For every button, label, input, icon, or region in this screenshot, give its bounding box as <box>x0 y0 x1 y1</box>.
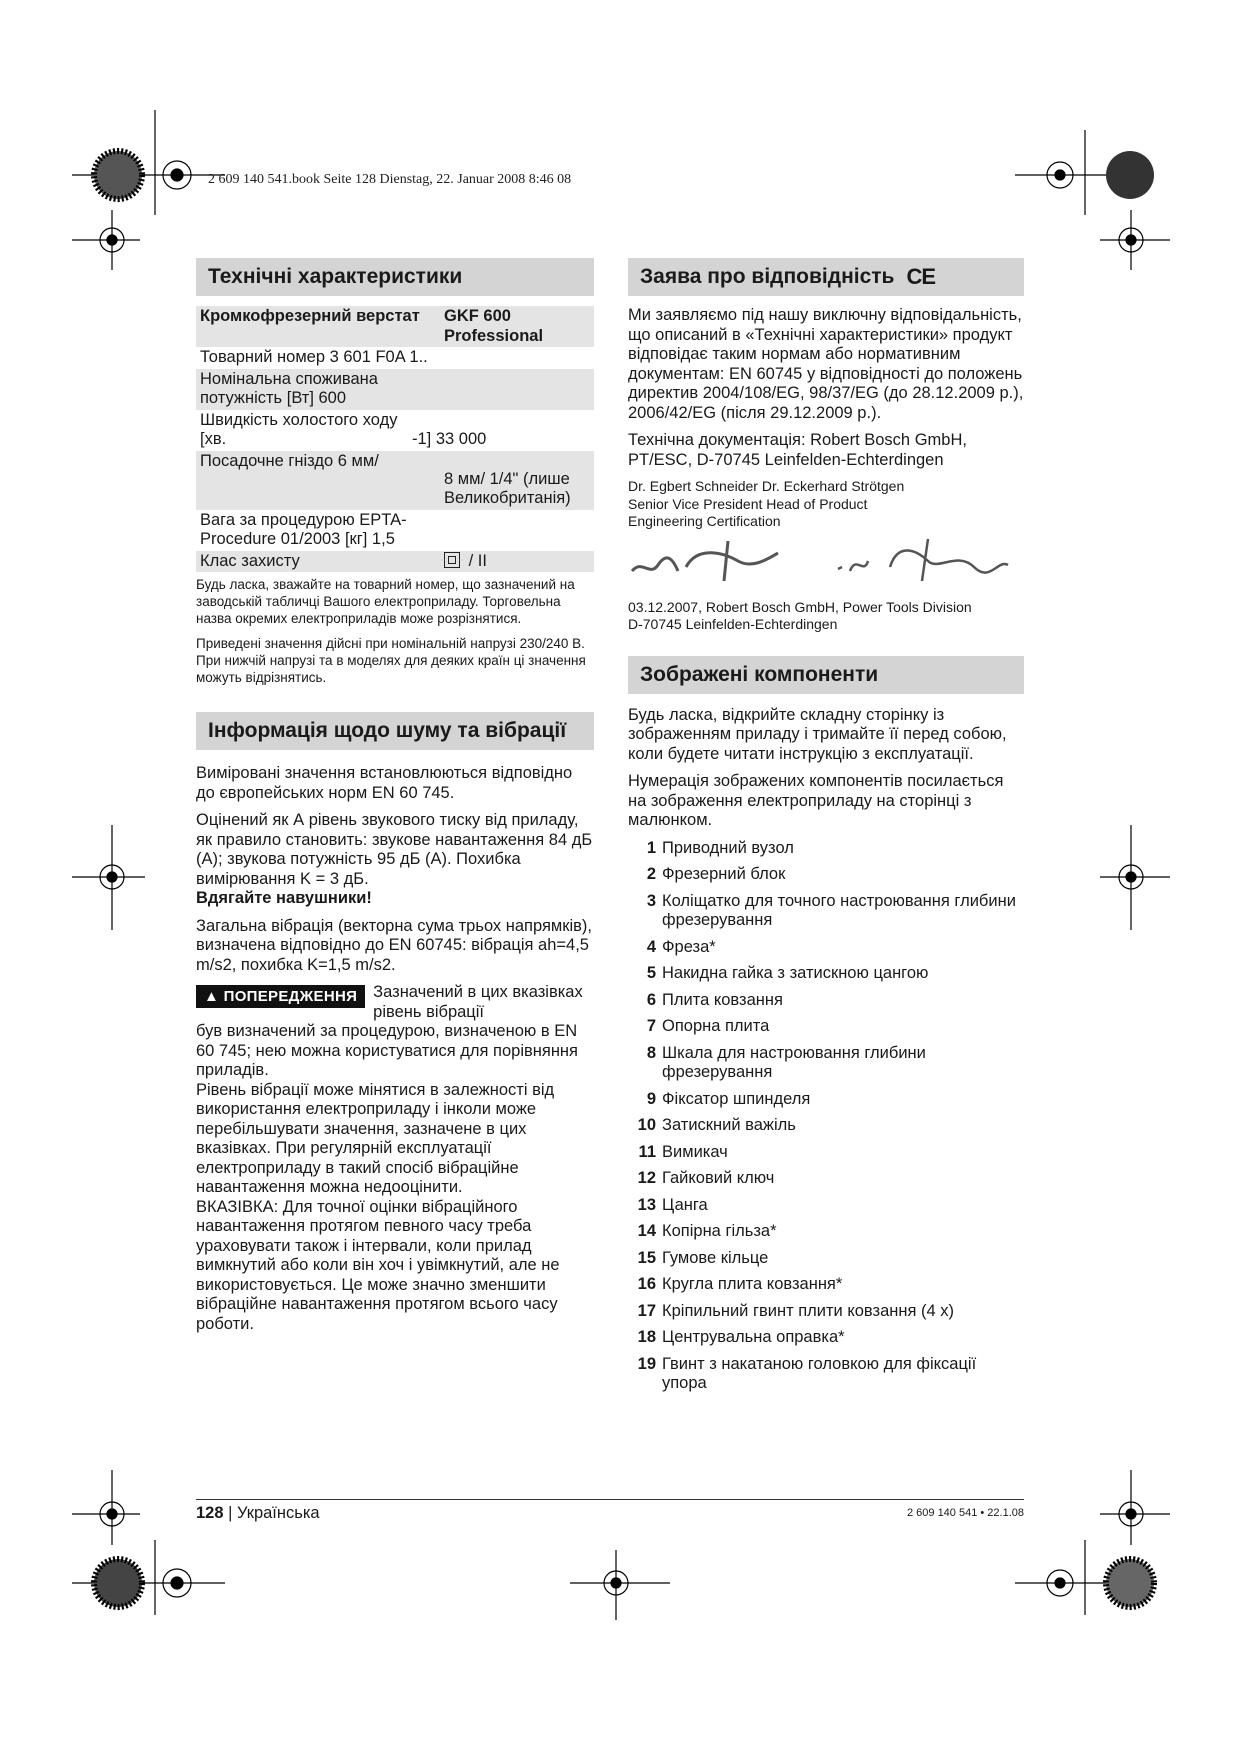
list-item <box>628 991 1024 1011</box>
item-number: 10 <box>637 1116 656 1134</box>
right-column <box>628 258 1024 1401</box>
item-label: Кругла плита ковзання* <box>662 1275 843 1293</box>
conformity-heading: Заява про відповідність CE <box>628 258 1024 296</box>
table-row: Клас захисту / II <box>196 551 594 573</box>
protection-class-icon <box>444 552 460 568</box>
item-label: Кріпильний гвинт плити ковзання (4 x) <box>662 1301 954 1320</box>
vibration-paragraph: Загальна вібрація (векторна сума трьох напрямків), визначена відповідно до EN 60745: вібрація ah=4,5 m/s2, похибка K=1,5 m/s2. <box>196 916 592 974</box>
item-label: Опорна плита <box>662 1017 770 1035</box>
item-number: 8 <box>646 1043 656 1062</box>
list-item <box>628 1249 1024 1269</box>
item-label: Фіксатор шпинделя <box>662 1089 811 1108</box>
item-number: 14 <box>637 1222 656 1240</box>
item-label: Приводний вузол <box>662 838 794 857</box>
item-number: 5 <box>646 964 656 982</box>
vibration-instruction: ВКАЗІВКА: Для точної оцінки вібраційного навантаження протягом певного часу треба ураховувати також і інтервали, коли прилад вимкнутий або коли він хоч і увімкнутий, але не використовується. Це може значно зменшити вібраційне навантаження протягом всього часу роботи. <box>196 1197 560 1333</box>
footer-language: Українська <box>237 1504 320 1522</box>
components-paragraph-2: Нумерація зображених компонентів посилається на зображення електроприладу на сторінці з малюнком. <box>628 772 1004 829</box>
table-row: Швидкість холостого ходу [хв. -1] 33 000 <box>200 410 487 448</box>
item-number: 11 <box>638 1142 656 1161</box>
list-item <box>628 1302 1024 1322</box>
tech-note-1: Будь ласка, зважайте на товарний номер, що зазначений на заводській табличці Вашого електроприладу. Торговельна назва окремих електроприладів може розрізнятися. <box>196 577 575 626</box>
item-number: 9 <box>646 1089 656 1108</box>
list-item <box>628 1044 1024 1083</box>
tech-specs-heading: Технічні характеристики <box>196 258 594 296</box>
item-label: Гвинт з накатаною головкою для фіксації упора <box>662 1354 977 1392</box>
item-label: Фрезерний блок <box>662 865 786 883</box>
item-label: Цанга <box>662 1195 708 1214</box>
item-number: 13 <box>637 1195 656 1214</box>
table-row: Кромкофрезерний верстат GKF 600 Professional <box>196 306 594 347</box>
vibration-note: Рівень вібрації може мінятися в залежності від використання електроприладу і інколи може перебільшувати значення, зазначене в цих вказівках. При регулярній експлуатації електроприладу в такий спосіб вібраційне навантаження можна недооцінити. <box>196 1080 555 1196</box>
item-label: Накидна гайка з затискною цангою <box>662 964 929 982</box>
list-item <box>628 1116 1024 1136</box>
item-number: 16 <box>637 1275 656 1293</box>
item-number: 3 <box>646 891 656 910</box>
tech-note-2: Приведені значення дійсні при номінальній напрузі 230/240 В. При нижчій напрузі та в моделях для деяких країн ці значення можуть відрізнятись. <box>196 636 586 685</box>
list-item <box>628 1275 1024 1295</box>
list-item <box>628 865 1024 885</box>
table-row: Посадочне гніздо 6 мм/ 8 мм/ 1/4" (лише Великобританія) <box>196 451 594 510</box>
list-item <box>628 1143 1024 1163</box>
item-number: 19 <box>637 1354 656 1373</box>
item-number: 2 <box>646 865 656 883</box>
footer-rule <box>196 1499 1024 1500</box>
item-label: Центрувальна оправка* <box>662 1328 845 1346</box>
item-label: Гайковий ключ <box>662 1169 775 1187</box>
table-row: Вага за процедурою EPTA-Procedure 01/2003 [кг] 1,5 <box>200 510 407 548</box>
list-item <box>628 839 1024 859</box>
item-label: Гумове кільце <box>662 1248 769 1267</box>
print-header: 2 609 140 541.book Seite 128 Dienstag, 22. Januar 2008 8:46 08 <box>208 172 572 187</box>
signers-block: Dr. Egbert Schneider Dr. Eckerhard Strötgen Senior Vice President Head of Product Engineering Certification <box>628 478 905 529</box>
noise-paragraph-2: Оцінений як А рівень звукового тиску від приладу, як правило становить: звукове навантаження 84 дБ (A); звукова потужність 95 дБ (A). Похибка вимірювання K = 3 дБ. <box>196 811 593 888</box>
item-number: 4 <box>646 937 656 956</box>
tech-specs-table <box>196 306 594 572</box>
warning-triangle-icon: ▲ <box>204 988 224 1005</box>
item-label: Плита ковзання <box>662 990 783 1009</box>
technical-documentation: Технічна документація: Robert Bosch GmbH, PT/ESC, D-70745 Leinfelden-Echterdingen <box>628 431 967 469</box>
list-item <box>628 964 1024 984</box>
table-row: Номінальна споживана потужність [Вт] 600 <box>196 369 594 410</box>
warning-block: ▲ ПОПЕРЕДЖЕННЯ Зазначений в цих вказівках рівень вібрації <box>196 983 594 1022</box>
list-item <box>628 1196 1024 1216</box>
item-number: 17 <box>637 1301 656 1320</box>
signatures <box>628 531 1024 593</box>
list-item <box>628 1222 1024 1242</box>
ce-mark-icon: CE <box>906 264 936 289</box>
list-item <box>628 1328 1024 1348</box>
item-number: 1 <box>646 838 656 857</box>
list-item <box>628 1355 1024 1394</box>
list-item <box>628 938 1024 958</box>
list-item <box>628 1017 1024 1037</box>
list-item <box>628 1169 1024 1189</box>
handwritten-signatures-image <box>628 531 1024 593</box>
warning-badge: ▲ ПОПЕРЕДЖЕННЯ <box>196 985 365 1008</box>
table-row: Товарний номер 3 601 F0A 1.. <box>200 348 428 366</box>
noise-heading: Інформація щодо шуму та вібрації <box>196 712 594 750</box>
left-column <box>196 258 594 1342</box>
list-item <box>628 1090 1024 1110</box>
page-number: 128 <box>196 1504 224 1522</box>
item-number: 7 <box>646 1017 656 1035</box>
item-number: 15 <box>637 1248 656 1267</box>
warning-text: був визначений за процедурою, визначеною в EN 60 745; нею можна користуватися для порівняння приладів. <box>196 1022 578 1079</box>
item-label: Копірна гільза* <box>662 1222 777 1240</box>
item-label: Шкала для настроювання глибини фрезерування <box>662 1043 926 1081</box>
ear-protection-note: Вдягайте навушники! <box>196 889 372 907</box>
components-list <box>628 839 1024 1394</box>
conformity-paragraph: Ми заявляємо під нашу виключну відповідальність, що описаний в «Технічні характеристики» продукт відповідає таким нормам або нормативним документам: EN 60745 у відповідності до положень директив 2004/108/EG, 98/37/EG (до 28.12.2009 р.), 2006/42/EG (після 29.12.2009 р.). <box>628 306 1024 422</box>
item-label: Фреза* <box>662 937 716 956</box>
item-label: Коліщатко для точного настроювання глибини фрезерування <box>662 891 1016 929</box>
item-number: 12 <box>637 1169 656 1187</box>
components-heading: Зображені компоненти <box>628 656 1024 694</box>
list-item <box>628 892 1024 931</box>
item-label: Затискний важіль <box>662 1116 796 1134</box>
footer-doc-ref: 2 609 140 541 • 22.1.08 <box>906 1507 1024 1519</box>
item-number: 6 <box>646 990 656 1009</box>
components-paragraph-1: Будь ласка, відкрийте складну сторінку із зображенням приладу і тримайте її перед собою, коли будете читати інструкцію з експлуатації. <box>628 705 1007 763</box>
noise-paragraph-1: Виміровані значення встановлюються відповідно до європейських норм EN 60 745. <box>196 764 573 802</box>
place-date: 03.12.2007, Robert Bosch GmbH, Power Tools Division D-70745 Leinfelden-Echterdingen <box>628 598 972 632</box>
footer-left: 128 | Українська <box>196 1504 320 1522</box>
item-number: 18 <box>637 1328 656 1346</box>
item-label: Вимикач <box>662 1142 728 1161</box>
